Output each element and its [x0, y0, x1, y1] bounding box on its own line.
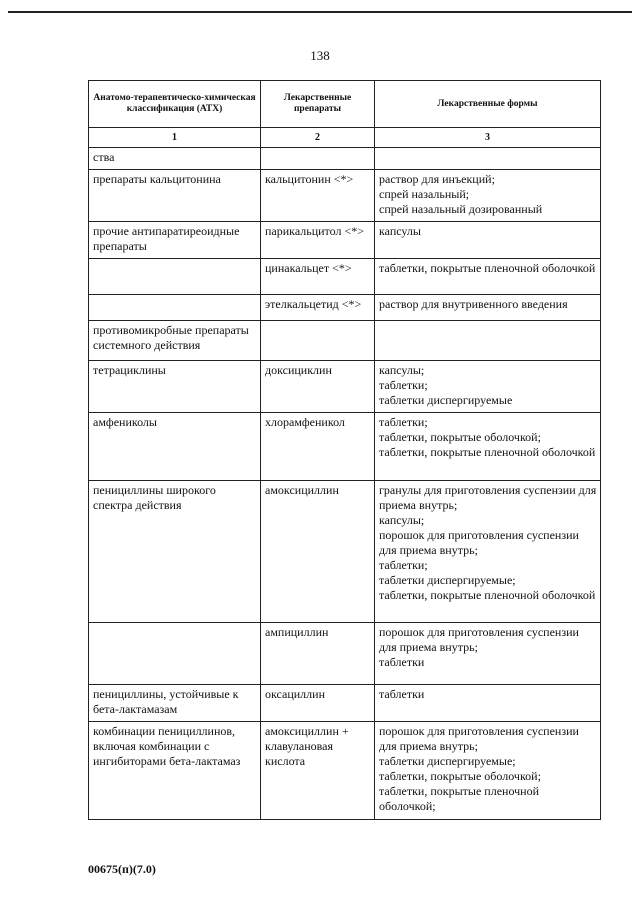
forms-cell [375, 623, 601, 685]
forms-cell [375, 259, 601, 295]
forms-cell [375, 321, 601, 361]
drug-cell: доксициклин [261, 361, 375, 413]
forms-cell [375, 481, 601, 623]
dosage-form: таблетки, покрытые оболочкой; [379, 769, 541, 783]
drug-cell: ампициллин [261, 623, 375, 685]
forms-cell [375, 685, 601, 722]
dosage-form: спрей назальный; [379, 187, 470, 201]
drug-cell [261, 148, 375, 170]
table-row [89, 148, 601, 170]
drug-cell: цинакальцет <*> [261, 259, 375, 295]
forms-cell [375, 722, 601, 820]
atx-cell: амфениколы [89, 413, 261, 481]
top-rule [8, 11, 632, 13]
forms-cell [375, 413, 601, 481]
table-row [89, 413, 601, 481]
dosage-form: спрей назальный дозированный [379, 202, 543, 216]
dosage-form: таблетки, покрытые пленочной оболочкой [379, 588, 596, 602]
document-code: 00675(п)(7.0) [88, 862, 156, 876]
atx-cell [89, 259, 261, 295]
dosage-form: таблетки; [379, 378, 428, 392]
dosage-form: таблетки [379, 687, 425, 701]
dosage-form: таблетки диспергируемые; [379, 754, 516, 768]
table-row [89, 481, 601, 623]
atx-cell [89, 623, 261, 685]
column-number-2: 2 [261, 128, 375, 148]
column-number-3: 3 [375, 128, 601, 148]
atx-cell: противомикробные препараты системного действия [89, 321, 261, 361]
forms-cell [375, 361, 601, 413]
dosage-form: порошок для приготовления суспензии для приема внутрь; [379, 625, 579, 654]
drug-cell: оксациллин [261, 685, 375, 722]
table-row [89, 170, 601, 222]
drug-table [88, 80, 601, 820]
table-row [89, 361, 601, 413]
atx-cell: комбинации пенициллинов, включая комбинации с ингибиторами бета-лактамаз [89, 722, 261, 820]
forms-cell [375, 170, 601, 222]
dosage-form: раствор для инъекций; [379, 172, 495, 186]
drug-cell: хлорамфеникол [261, 413, 375, 481]
dosage-form: раствор для внутривенного введения [379, 297, 568, 311]
dosage-form: капсулы [379, 224, 421, 238]
dosage-form: таблетки [379, 655, 425, 669]
dosage-form: таблетки; [379, 558, 428, 572]
dosage-form: таблетки; [379, 415, 428, 429]
table-row [89, 722, 601, 820]
drug-cell: амоксициллин + клавулановая кислота [261, 722, 375, 820]
dosage-form: таблетки диспергируемые [379, 393, 513, 407]
table-row [89, 685, 601, 722]
table-body [89, 148, 601, 820]
dosage-form: таблетки, покрытые пленочной оболочкой [379, 261, 596, 275]
forms-cell [375, 222, 601, 259]
drug-cell: этелкальцетид <*> [261, 295, 375, 321]
dosage-form: таблетки, покрытые оболочкой; [379, 430, 541, 444]
atx-cell: пенициллины широкого спектра действия [89, 481, 261, 623]
drug-cell: кальцитонин <*> [261, 170, 375, 222]
header-row [89, 81, 601, 128]
dosage-form: капсулы; [379, 363, 425, 377]
atx-cell: тетрациклины [89, 361, 261, 413]
dosage-form: таблетки диспергируемые; [379, 573, 516, 587]
table-row [89, 222, 601, 259]
table-row [89, 259, 601, 295]
dosage-form: таблетки, покрытые пленочной оболочкой; [379, 784, 540, 813]
column-number-1: 1 [89, 128, 261, 148]
column-number-row [89, 128, 601, 148]
atx-cell: пенициллины, устойчивые к бета-лактамазам [89, 685, 261, 722]
atx-cell: ства [89, 148, 261, 170]
forms-cell [375, 295, 601, 321]
table-row [89, 321, 601, 361]
atx-cell [89, 295, 261, 321]
dosage-form: порошок для приготовления суспензии для приема внутрь; [379, 528, 579, 557]
dosage-form: порошок для приготовления суспензии для приема внутрь; [379, 724, 579, 753]
dosage-form: таблетки, покрытые пленочной оболочкой [379, 445, 596, 459]
forms-cell [375, 148, 601, 170]
drug-cell [261, 321, 375, 361]
dosage-form: гранулы для приготовления суспензии для приема внутрь; [379, 483, 597, 512]
header-forms: Лекарственные формы [375, 81, 601, 128]
dosage-form: капсулы; [379, 513, 425, 527]
header-atx: Анатомо-терапевтическо-химическая классификация (АТХ) [89, 81, 261, 128]
table-row [89, 295, 601, 321]
drug-cell: амоксициллин [261, 481, 375, 623]
page-number: 138 [310, 48, 330, 63]
drug-cell: парикальцитол <*> [261, 222, 375, 259]
table-row [89, 623, 601, 685]
atx-cell: прочие антипаратиреоидные препараты [89, 222, 261, 259]
atx-cell: препараты кальцитонина [89, 170, 261, 222]
header-drugs: Лекарственные препараты [261, 81, 375, 128]
